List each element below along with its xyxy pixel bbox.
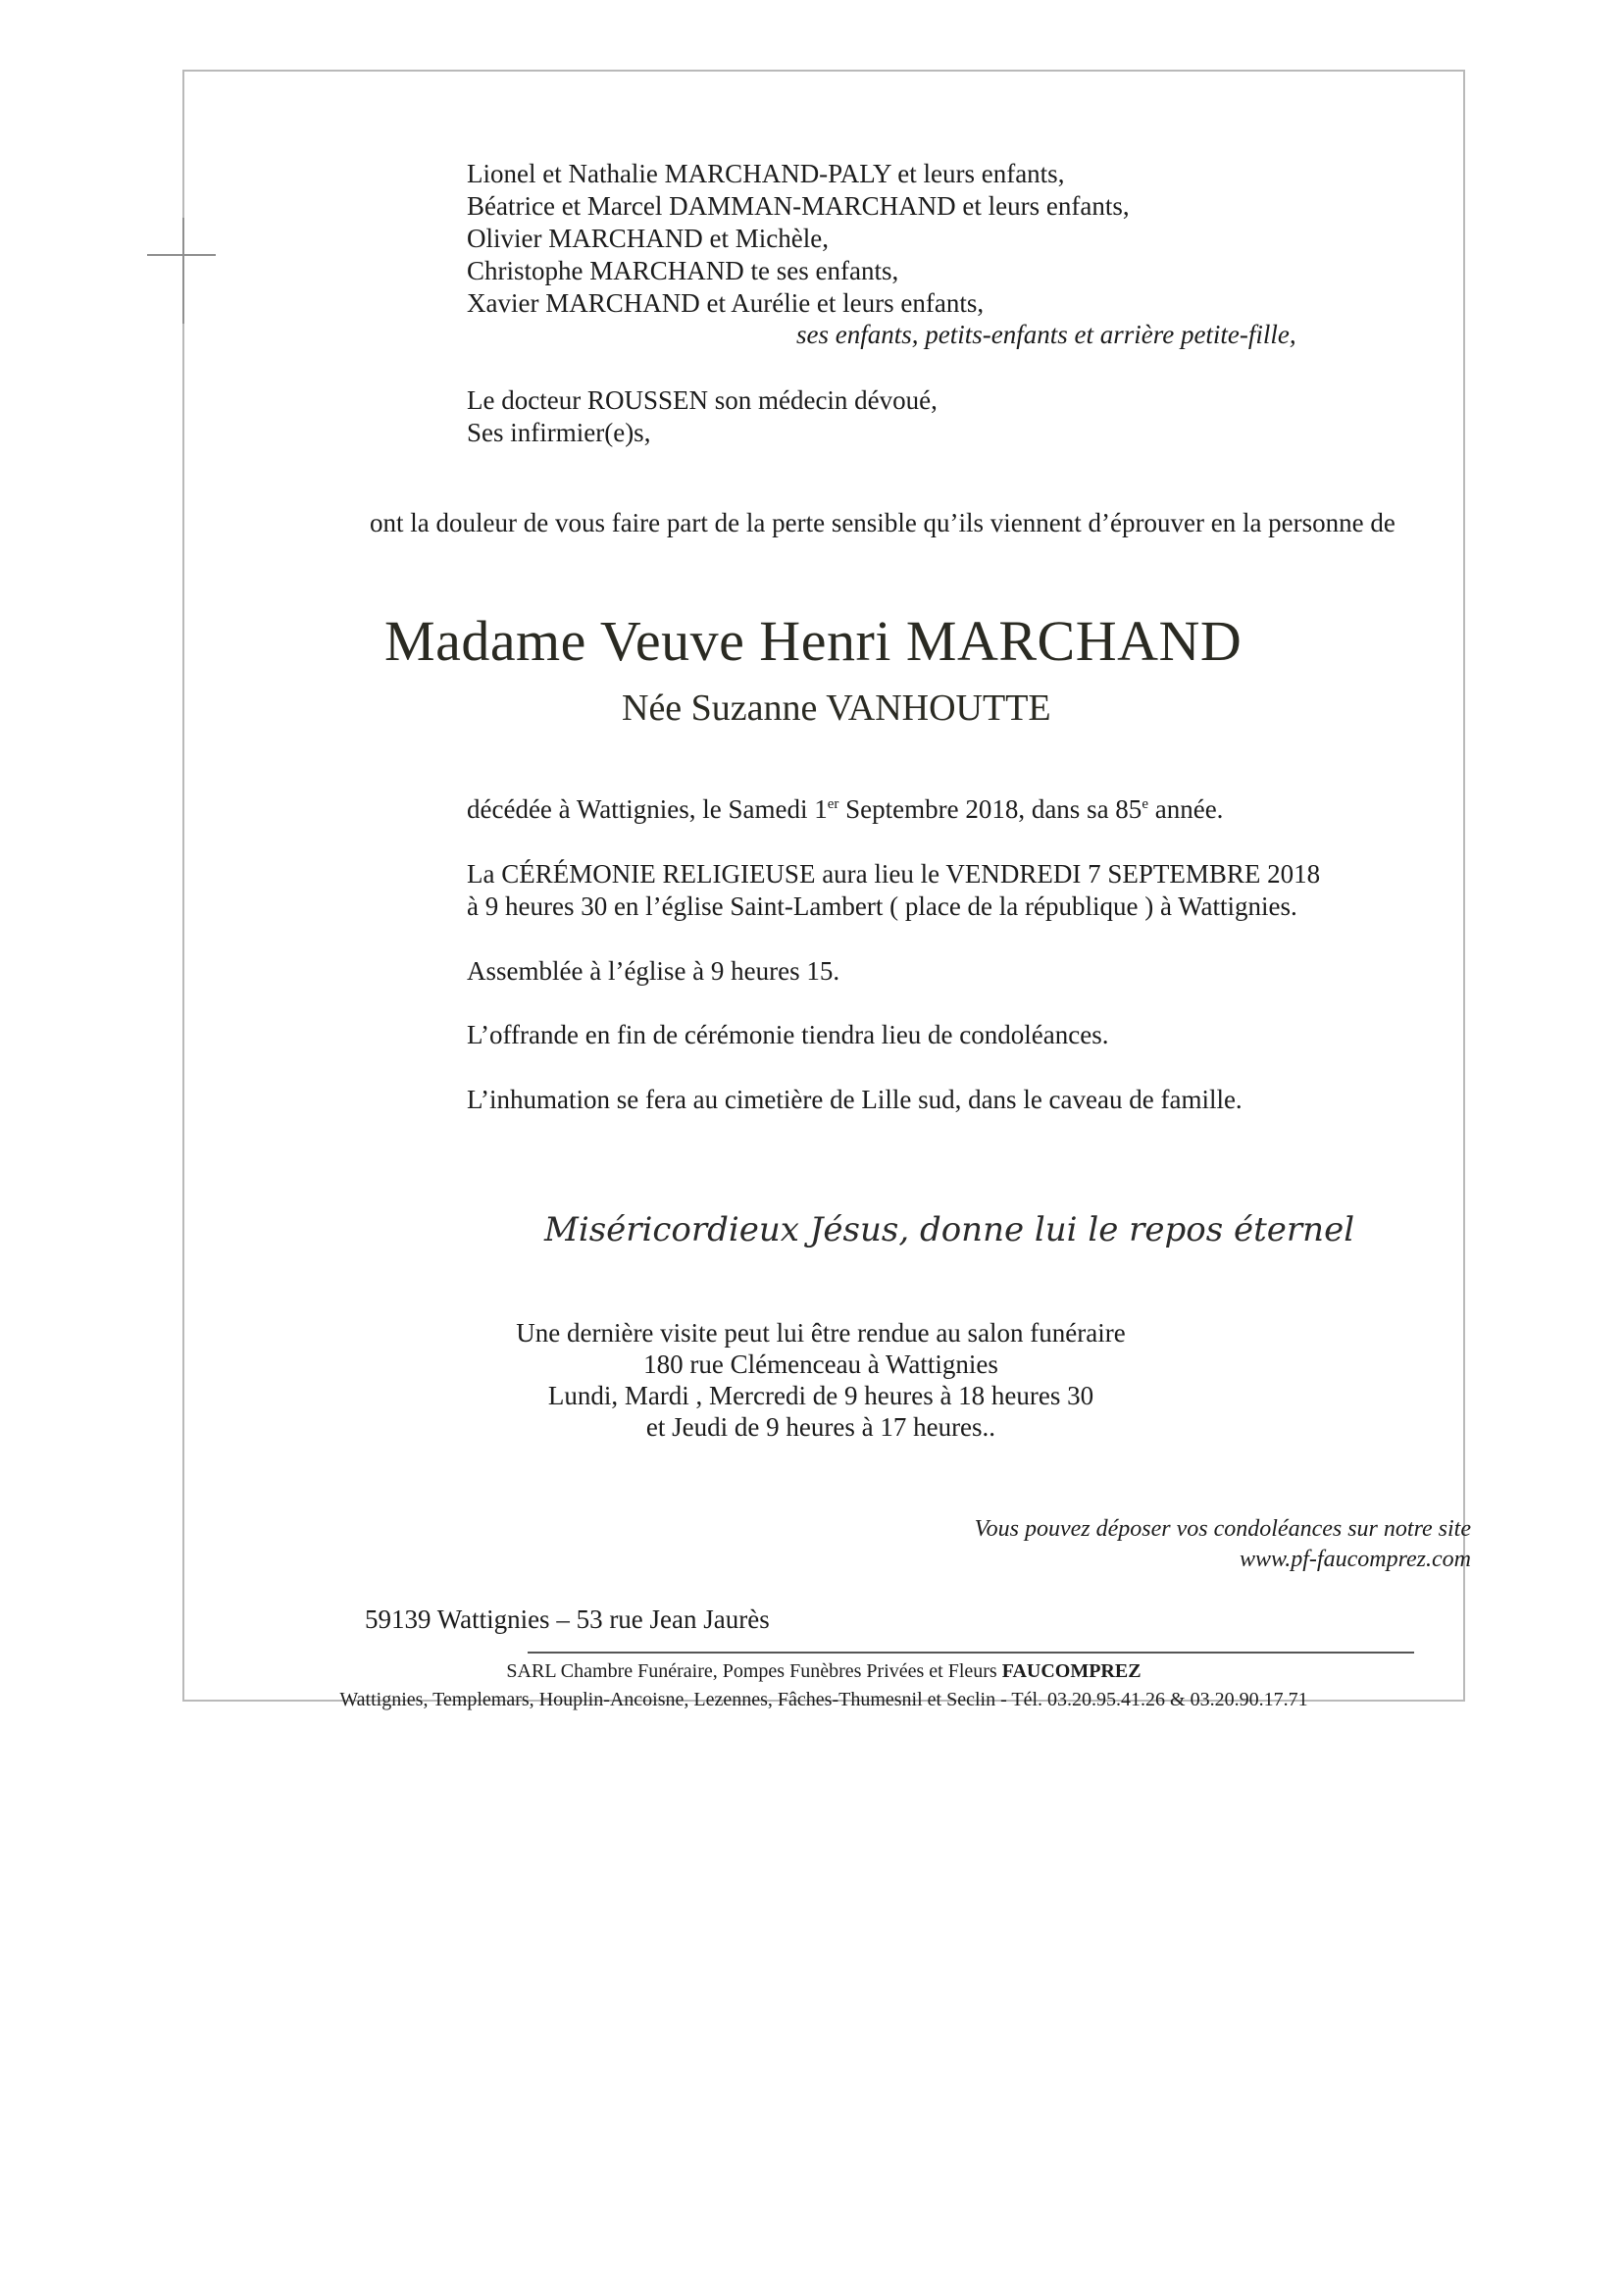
family-line: Xavier MARCHAND et Aurélie et leurs enfants, bbox=[467, 288, 985, 318]
footer-locations: Wattignies, Templemars, Houplin-Ancoisne, Lezennes, Fâches-Thumesnil et Seclin - Tél. 03.20.95.41.26 & 03.20.90.17.71 bbox=[339, 1689, 1308, 1710]
deceased-name: Madame Veuve Henri MARCHAND bbox=[384, 609, 1243, 673]
family-line: Christophe MARCHAND te ses enfants, bbox=[467, 256, 899, 285]
offering-line: L’offrande en fin de cérémonie tiendra lieu de condoléances. bbox=[467, 1020, 1109, 1049]
condolences-text: Vous pouvez déposer vos condoléances sur notre site bbox=[974, 1516, 1471, 1542]
prayer-line: Miséricordieux Jésus, donne lui le repos éternel bbox=[544, 1210, 1355, 1249]
deceased-nee: Née Suzanne VANHOUTTE bbox=[622, 687, 1051, 729]
visit-line: Lundi, Mardi , Mercredi de 9 heures à 18 heures 30 bbox=[547, 1381, 1094, 1410]
condolences-website[interactable]: www.pf-faucomprez.com bbox=[1240, 1547, 1471, 1572]
footer-address: 59139 Wattignies – 53 rue Jean Jaurès bbox=[365, 1604, 770, 1634]
announcement: ont la douleur de vous faire part de la perte sensible qu’ils viennent d’éprouver en la personne de bbox=[370, 508, 1396, 537]
visit-line: Une dernière visite peut lui être rendue au salon funéraire bbox=[516, 1318, 1126, 1348]
cross-icon-vertical bbox=[182, 218, 184, 324]
family-line: Olivier MARCHAND et Michèle, bbox=[467, 224, 829, 253]
family-line: Béatrice et Marcel DAMMAN-MARCHAND et leurs enfants, bbox=[467, 191, 1130, 221]
nurses-line: Ses infirmier(e)s, bbox=[467, 418, 651, 447]
doctor-line: Le docteur ROUSSEN son médecin dévoué, bbox=[467, 385, 938, 415]
ceremony-line-2: à 9 heures 30 en l’église Saint-Lambert ( place de la république ) à Wattignies. bbox=[467, 891, 1297, 921]
visit-line: et Jeudi de 9 heures à 17 heures.. bbox=[645, 1412, 996, 1442]
footer-company: SARL Chambre Funéraire, Pompes Funèbres Privées et Fleurs FAUCOMPREZ bbox=[506, 1660, 1142, 1682]
ceremony-line-1: La CÉRÉMONIE RELIGIEUSE aura lieu le VENDREDI 7 SEPTEMBRE 2018 bbox=[467, 859, 1321, 889]
visit-line: 180 rue Clémenceau à Wattignies bbox=[643, 1349, 998, 1379]
burial-line: L’inhumation se fera au cimetière de Lille sud, dans le caveau de famille. bbox=[467, 1085, 1243, 1114]
assembly-line: Assemblée à l’église à 9 heures 15. bbox=[467, 956, 840, 986]
family-relation: ses enfants, petits-enfants et arrière petite-fille, bbox=[796, 320, 1296, 349]
footer-divider bbox=[528, 1652, 1414, 1654]
death-line: décédée à Wattignies, le Samedi 1er Septembre 2018, dans sa 85e année. bbox=[467, 794, 1224, 824]
family-line: Lionel et Nathalie MARCHAND-PALY et leurs enfants, bbox=[467, 159, 1065, 188]
cross-icon-horizontal bbox=[147, 254, 216, 256]
